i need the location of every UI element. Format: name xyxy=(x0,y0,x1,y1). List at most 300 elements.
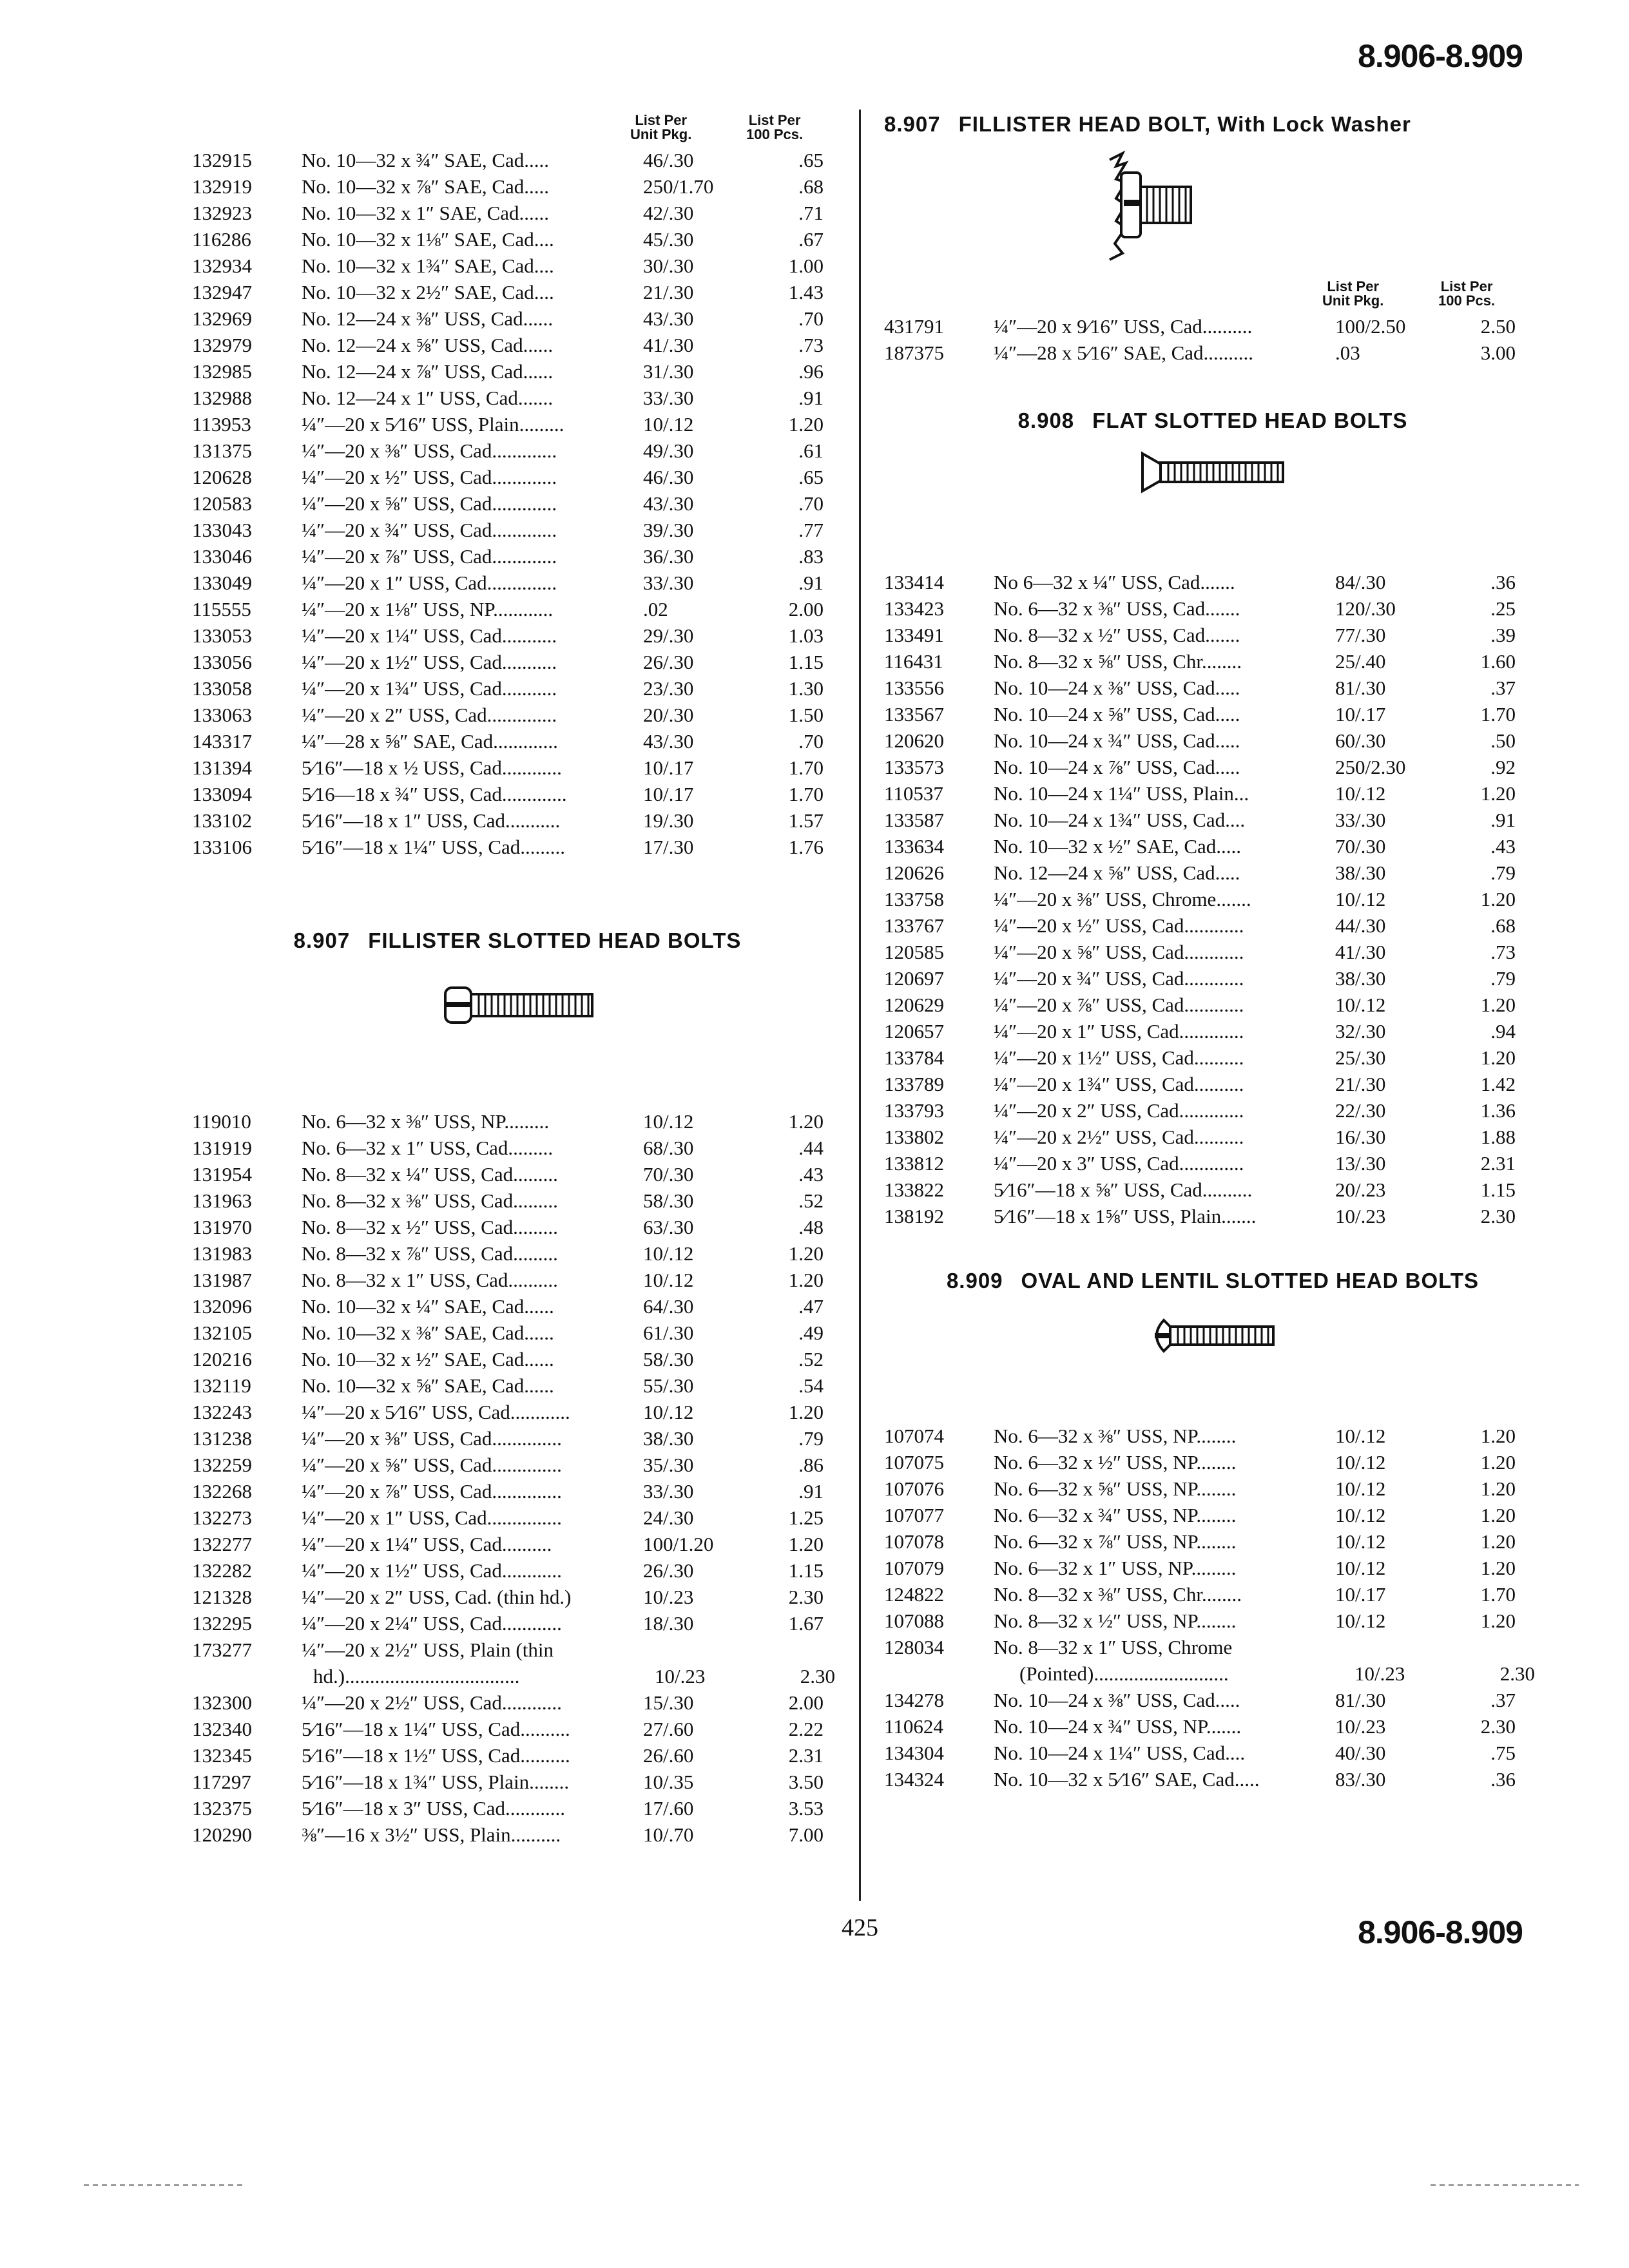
part-number: 138192 xyxy=(884,1205,944,1227)
description: ¼″—20 x ⅞″ USS, Cad............. xyxy=(302,545,557,568)
per-100-price: .43 xyxy=(798,1163,824,1186)
unit-pkg-price: 46/.30 xyxy=(643,466,694,488)
unit-pkg-price: 43/.30 xyxy=(643,492,694,515)
per-100-price: .94 xyxy=(1490,1020,1516,1043)
description: No. 10—24 x 1¼″ USS, Plain... xyxy=(994,782,1249,805)
per-100-price: 1.70 xyxy=(1480,703,1516,726)
per-100-price: 1.70 xyxy=(1480,1583,1516,1606)
part-number: 110624 xyxy=(884,1715,943,1738)
table-row xyxy=(192,543,843,570)
per-100-price: 1.20 xyxy=(1480,1610,1516,1632)
description: ¼″—20 x ⅞″ USS, Cad.............. xyxy=(302,1480,562,1503)
table-row xyxy=(192,173,843,200)
unit-pkg-price: 20/.23 xyxy=(1335,1178,1386,1201)
description: 5⁄16″—18 x 3″ USS, Cad............ xyxy=(302,1797,566,1820)
description: No. 8—32 x 1″ USS, Cad.......... xyxy=(302,1269,558,1291)
per-100-price: 1.00 xyxy=(788,255,824,277)
per-100-price: .70 xyxy=(798,307,824,330)
unit-pkg-price: 44/.30 xyxy=(1335,914,1386,937)
table-row xyxy=(192,437,843,464)
unit-pkg-price: 10/.23 xyxy=(1335,1205,1386,1227)
per-100-price: 1.20 xyxy=(1480,782,1516,805)
unit-pkg-price: 10/.12 xyxy=(1335,1610,1386,1632)
part-number: 133758 xyxy=(884,888,944,910)
part-number: 133063 xyxy=(192,704,252,726)
description: No. 6—32 x ⅜″ USS, Cad....... xyxy=(994,597,1240,620)
table-row: 128034 No. 8—32 x 1″ USS, Chrome (Pointed)........................... 10/.23 2.30 xyxy=(884,1636,1535,1685)
table-row xyxy=(884,807,1541,833)
table-row xyxy=(192,200,843,226)
description: No 6—32 x ¼″ USS, Cad....... xyxy=(994,571,1235,593)
description: No. 10—24 x ⅜″ USS, Cad..... xyxy=(994,1689,1240,1711)
table-row: 173277 ¼″—20 x 2½″ USS, Plain (thin hd.)................................... 10/.23 2.30 xyxy=(192,1639,835,1687)
unit-pkg-price: 33/.30 xyxy=(1335,809,1386,831)
part-number: 133094 xyxy=(192,783,252,805)
table-row xyxy=(192,490,843,517)
unit-pkg-price: 120/.30 xyxy=(1335,597,1396,620)
per-100-price: .52 xyxy=(798,1189,824,1212)
unit-pkg-price: 19/.30 xyxy=(643,809,694,832)
unit-pkg-price: 33/.30 xyxy=(643,387,694,409)
unit-pkg-price: 10/.12 xyxy=(1335,1477,1386,1500)
unit-pkg-price: 10/.12 xyxy=(643,1110,694,1133)
per-100-price: 1.57 xyxy=(788,809,824,832)
description: No. 10—24 x ¾″ USS, Cad..... xyxy=(994,729,1240,752)
part-number: 133802 xyxy=(884,1126,944,1148)
table-lockwasher xyxy=(884,313,1541,366)
part-number: 120585 xyxy=(884,941,944,963)
part-number: 120629 xyxy=(884,994,944,1016)
description: ¼″—20 x ⅞″ USS, Cad............ xyxy=(994,994,1244,1016)
description: ¼″—20 x 1⅛″ USS, NP............ xyxy=(302,598,554,620)
table-row xyxy=(884,648,1541,675)
per-100-price: 1.20 xyxy=(1480,1046,1516,1069)
unit-pkg-price: 15/.30 xyxy=(643,1691,694,1714)
table-row xyxy=(884,754,1541,780)
page-header-code: 8.906-8.909 xyxy=(1358,38,1523,74)
per-100-price: 1.20 xyxy=(788,1533,824,1555)
part-number: 133556 xyxy=(884,677,944,699)
table-row xyxy=(192,1769,843,1795)
table-row xyxy=(192,596,843,622)
per-100-price: .49 xyxy=(798,1321,824,1344)
table-row xyxy=(884,1449,1541,1475)
unit-pkg-price: 25/.30 xyxy=(1335,1046,1386,1069)
per-100-price: .47 xyxy=(798,1295,824,1318)
unit-pkg-price: 64/.30 xyxy=(643,1295,694,1318)
per-100-price: 1.15 xyxy=(788,1559,824,1582)
unit-pkg-price: 39/.30 xyxy=(643,519,694,541)
description: No. 12—24 x ⅝″ USS, Cad..... xyxy=(994,861,1240,884)
description: ¼″—20 x 9⁄16″ USS, Cad.......... xyxy=(994,315,1253,338)
table-row xyxy=(192,1425,843,1452)
unit-pkg-price: 49/.30 xyxy=(643,439,694,462)
per-100-price: .96 xyxy=(798,360,824,383)
unit-pkg-price: 38/.30 xyxy=(1335,967,1386,990)
table-row xyxy=(192,1795,843,1821)
description: No. 10—32 x ⅜″ SAE, Cad...... xyxy=(302,1321,554,1344)
part-number: 143317 xyxy=(192,730,252,753)
section-title-flat: 8.908 FLAT SLOTTED HEAD BOLTS xyxy=(1017,408,1408,432)
unit-pkg-price: 10/.17 xyxy=(1335,703,1386,726)
table-row xyxy=(192,1346,843,1372)
per-100-price: 1.20 xyxy=(1480,1451,1516,1474)
table-row xyxy=(192,464,843,490)
per-100-price: 1.20 xyxy=(788,1110,824,1133)
unit-pkg-price: 10/.23 xyxy=(1335,1715,1386,1738)
part-number: 134278 xyxy=(884,1689,944,1711)
description: No. 6—32 x ½″ USS, NP........ xyxy=(994,1451,1237,1474)
section-title-oval: 8.909 OVAL AND LENTIL SLOTTED HEAD BOLTS xyxy=(946,1269,1480,1293)
table-row xyxy=(884,1018,1541,1044)
description: No. 10—24 x ¾″ USS, NP....... xyxy=(994,1715,1242,1738)
part-number: 133056 xyxy=(192,651,252,673)
table-row xyxy=(884,1177,1541,1203)
part-number: 132119 xyxy=(192,1374,251,1397)
table-row xyxy=(884,939,1541,965)
unit-pkg-price: 61/.30 xyxy=(643,1321,694,1344)
table-row xyxy=(192,1504,843,1531)
description: 5⁄16″—18 x 1½″ USS, Cad.......... xyxy=(302,1744,570,1767)
description: ¼″—20 x ⅜″ USS, Cad............. xyxy=(302,439,557,462)
table-row xyxy=(192,1161,843,1187)
description: No. 8—32 x ¼″ USS, Cad......... xyxy=(302,1163,558,1186)
description: No. 8—32 x ⅜″ USS, Chr........ xyxy=(994,1583,1242,1606)
per-100-price: 1.03 xyxy=(788,624,824,647)
part-number: 134324 xyxy=(884,1768,944,1791)
unit-pkg-price: 33/.30 xyxy=(643,1480,694,1503)
table-row xyxy=(192,305,843,332)
part-number: 131987 xyxy=(192,1269,252,1291)
unit-pkg-price: 17/.30 xyxy=(643,836,694,858)
table-row xyxy=(192,358,843,385)
per-100-price: .75 xyxy=(1490,1742,1516,1764)
description: ¼″—20 x ¾″ USS, Cad............ xyxy=(994,967,1244,990)
part-number: 121328 xyxy=(192,1586,252,1608)
table-row xyxy=(884,992,1541,1018)
per-100-price: .86 xyxy=(798,1454,824,1476)
unit-pkg-price: 10/.12 xyxy=(1335,888,1386,910)
per-100-price: .91 xyxy=(798,572,824,594)
table-row xyxy=(884,1502,1541,1528)
unit-pkg-price: 41/.30 xyxy=(643,334,694,356)
unit-pkg-price: 10/.12 xyxy=(1335,1504,1386,1526)
table-row xyxy=(192,1267,843,1293)
table-row xyxy=(192,1135,843,1161)
per-100-price: .91 xyxy=(798,1480,824,1503)
unit-pkg-price: 77/.30 xyxy=(1335,624,1386,646)
unit-pkg-price: 36/.30 xyxy=(643,545,694,568)
description: No. 8—32 x ⅝″ USS, Chr........ xyxy=(994,650,1242,673)
table-row xyxy=(884,912,1541,939)
unit-pkg-price: 100/1.20 xyxy=(643,1533,714,1555)
description: No. 8—32 x ½″ USS, Cad....... xyxy=(994,624,1240,646)
description: 5⁄16″—18 x 1″ USS, Cad........... xyxy=(302,809,561,832)
unit-pkg-price: 10/.12 xyxy=(1335,1425,1386,1447)
description: ¼″—20 x 1½″ USS, Cad.......... xyxy=(994,1046,1244,1069)
unit-pkg-price: 81/.30 xyxy=(1335,677,1386,699)
description: No. 10—32 x ½″ SAE, Cad...... xyxy=(302,1348,554,1370)
description: ¼″—20 x 1¾″ USS, Cad........... xyxy=(302,677,557,700)
part-number: 132969 xyxy=(192,307,252,330)
table-row xyxy=(192,1742,843,1769)
per-100-price: 2.31 xyxy=(1480,1152,1516,1175)
description: No. 8—32 x ½″ USS, NP........ xyxy=(994,1610,1237,1632)
description: No. 6—32 x ⅝″ USS, NP........ xyxy=(994,1477,1237,1500)
part-number: 120697 xyxy=(884,967,944,990)
description: ¼″—20 x 1¾″ USS, Cad.......... xyxy=(994,1073,1244,1095)
part-number: 133043 xyxy=(192,519,252,541)
per-100-price: 3.53 xyxy=(788,1797,824,1820)
description: No. 10—32 x ¾″ SAE, Cad..... xyxy=(302,149,550,171)
description: ¼″—20 x ⅝″ USS, Cad............ xyxy=(994,941,1244,963)
scan-artifact-left xyxy=(84,2184,245,2186)
table-row xyxy=(192,226,843,253)
unit-pkg-price: 41/.30 xyxy=(1335,941,1386,963)
per-100-price: .37 xyxy=(1490,1689,1516,1711)
unit-pkg-price: 10/.12 xyxy=(643,1401,694,1423)
description: No. 12—24 x ⅞″ USS, Cad...... xyxy=(302,360,554,383)
unit-pkg-price: 43/.30 xyxy=(643,307,694,330)
table-row xyxy=(884,1475,1541,1502)
description: ¼″—20 x 2½″ USS, Cad.......... xyxy=(994,1126,1244,1148)
table-row xyxy=(884,1071,1541,1097)
description: ¼″—20 x 2″ USS, Cad. (thin hd.) xyxy=(302,1586,572,1608)
part-number: 133789 xyxy=(884,1073,944,1095)
description: ⅜″—16 x 3½″ USS, Plain.......... xyxy=(302,1823,561,1846)
unit-pkg-price: 32/.30 xyxy=(1335,1020,1386,1043)
unit-pkg-price: 100/2.50 xyxy=(1335,315,1406,338)
part-number: 133414 xyxy=(884,571,944,593)
description: 5⁄16—18 x ¾″ USS, Cad............. xyxy=(302,783,567,805)
per-100-price: 2.22 xyxy=(788,1718,824,1740)
description: No. 8—32 x ⅜″ USS, Cad......... xyxy=(302,1189,558,1212)
part-number: 134304 xyxy=(884,1742,944,1764)
unit-pkg-price: 22/.30 xyxy=(1335,1099,1386,1122)
table-row xyxy=(884,1766,1541,1792)
table-oval xyxy=(884,1423,1541,1634)
description: ¼″—20 x 2″ USS, Cad............. xyxy=(994,1099,1244,1122)
table-row xyxy=(192,1821,843,1848)
table-row xyxy=(192,702,843,728)
per-100-price: 1.30 xyxy=(788,677,824,700)
per-100-price: 1.70 xyxy=(788,783,824,805)
description: No. 10—24 x ⅞″ USS, Cad..... xyxy=(994,756,1240,778)
description: No. 10—32 x ½″ SAE, Cad..... xyxy=(994,835,1242,858)
description: 5⁄16″—18 x 1⅝″ USS, Plain....... xyxy=(994,1205,1257,1227)
per-100-price: .77 xyxy=(798,519,824,541)
per-100-price: 2.30 xyxy=(1480,1205,1516,1227)
part-number: 132923 xyxy=(192,202,252,224)
per-100-price: .91 xyxy=(1490,809,1516,831)
part-number: 132915 xyxy=(192,149,252,171)
description: No. 10—32 x ⅝″ SAE, Cad...... xyxy=(302,1374,554,1397)
unit-pkg-price: 17/.60 xyxy=(643,1797,694,1820)
right-column xyxy=(884,110,1541,1792)
part-number: 133491 xyxy=(884,624,944,646)
part-number: 120583 xyxy=(192,492,252,515)
per-100-price: .36 xyxy=(1490,1768,1516,1791)
unit-pkg-price: 21/.30 xyxy=(1335,1073,1386,1095)
part-number: 133106 xyxy=(192,836,252,858)
part-number: 133793 xyxy=(884,1099,944,1122)
description: No. 12—24 x ⅜″ USS, Cad...... xyxy=(302,307,554,330)
unit-pkg-price: 10/.17 xyxy=(643,756,694,779)
table-row xyxy=(192,622,843,649)
part-number: 187375 xyxy=(884,341,944,364)
part-number: 131238 xyxy=(192,1427,252,1450)
part-number: 133053 xyxy=(192,624,252,647)
table-row xyxy=(884,1608,1541,1634)
unit-pkg-price: 43/.30 xyxy=(643,730,694,753)
unit-pkg-price: 58/.30 xyxy=(643,1189,694,1212)
column-divider xyxy=(859,110,861,1901)
page-footer-code: 8.906-8.909 xyxy=(1358,1914,1523,1950)
table-row xyxy=(884,1044,1541,1071)
unit-pkg-price: 35/.30 xyxy=(643,1454,694,1476)
description: No. 10—32 x ⅞″ SAE, Cad..... xyxy=(302,175,550,198)
part-number: 133423 xyxy=(884,597,944,620)
description: ¼″—20 x ⅝″ USS, Cad.............. xyxy=(302,1454,562,1476)
per-100-price: 3.50 xyxy=(788,1771,824,1793)
unit-pkg-price: 38/.30 xyxy=(643,1427,694,1450)
unit-pkg-header-right: List Per Unit Pkg. xyxy=(1322,278,1384,309)
part-number: 133767 xyxy=(884,914,944,937)
unit-pkg-price: 29/.30 xyxy=(643,624,694,647)
table-row xyxy=(192,1478,843,1504)
unit-pkg-price: 42/.30 xyxy=(643,202,694,224)
per-100-price: 1.15 xyxy=(788,651,824,673)
table-row xyxy=(192,807,843,834)
unit-pkg-header: List Per Unit Pkg. xyxy=(630,112,692,142)
table-row xyxy=(192,1452,843,1478)
per-100-price: 1.20 xyxy=(1480,994,1516,1016)
description: No. 10—32 x ¼″ SAE, Cad...... xyxy=(302,1295,554,1318)
unit-pkg-price: 30/.30 xyxy=(643,255,694,277)
per-100-price: 1.67 xyxy=(788,1612,824,1635)
part-number: 107088 xyxy=(884,1610,944,1632)
description: ¼″—20 x 3″ USS, Cad............. xyxy=(994,1152,1244,1175)
part-number: 107077 xyxy=(884,1504,944,1526)
part-number: 132345 xyxy=(192,1744,252,1767)
part-number: 107075 xyxy=(884,1451,944,1474)
part-number: 120216 xyxy=(192,1348,252,1370)
per-100-price: .68 xyxy=(1490,914,1516,937)
description: ¼″—20 x 1½″ USS, Cad........... xyxy=(302,651,557,673)
table-row xyxy=(884,595,1541,622)
part-number: 131970 xyxy=(192,1216,252,1238)
table-row xyxy=(884,1203,1541,1229)
per-100-price: 1.88 xyxy=(1480,1126,1516,1148)
description: ¼″—20 x ½″ USS, Cad............. xyxy=(302,466,557,488)
unit-pkg-price: 10/.12 xyxy=(1335,782,1386,805)
part-number: 107079 xyxy=(884,1557,944,1579)
oval-bolt-illustration xyxy=(884,1297,1541,1374)
description: No. 6—32 x 1″ USS, NP......... xyxy=(994,1557,1237,1579)
part-number: 132282 xyxy=(192,1559,252,1582)
unit-pkg-price: 23/.30 xyxy=(643,677,694,700)
part-number: 124822 xyxy=(884,1583,944,1606)
description: No. 10—32 x 1¾″ SAE, Cad.... xyxy=(302,255,554,277)
table-row xyxy=(192,1716,843,1742)
per-100-price: .43 xyxy=(1490,835,1516,858)
table-left-bottom-2 xyxy=(192,1689,843,1848)
unit-pkg-price: 21/.30 xyxy=(643,281,694,303)
unit-pkg-price: 84/.30 xyxy=(1335,571,1386,593)
part-number: 132300 xyxy=(192,1691,252,1714)
per-100-price: .79 xyxy=(1490,967,1516,990)
per-100-price: .92 xyxy=(1490,756,1516,778)
description: 5⁄16″—18 x 1¼″ USS, Cad.......... xyxy=(302,1718,570,1740)
description: ¼″—20 x ¾″ USS, Cad............. xyxy=(302,519,557,541)
description: ¼″—20 x ⅜″ USS, Chrome....... xyxy=(994,888,1251,910)
table-row xyxy=(884,1124,1541,1150)
table-row xyxy=(884,780,1541,807)
per-100-price: 2.00 xyxy=(788,1691,824,1714)
part-number: 120626 xyxy=(884,861,944,884)
table-row xyxy=(192,279,843,305)
description: ¼″—20 x 1″ USS, Cad.............. xyxy=(302,572,557,594)
part-number: 132243 xyxy=(192,1401,252,1423)
column-headers xyxy=(192,110,843,147)
description: No. 10—32 x 5⁄16″ SAE, Cad..... xyxy=(994,1768,1260,1791)
part-number: 131983 xyxy=(192,1242,252,1265)
left-column xyxy=(192,110,843,1848)
part-number: 133046 xyxy=(192,545,252,568)
table-row xyxy=(192,1557,843,1584)
per-100-price: 1.20 xyxy=(788,413,824,436)
per-100-price: 1.25 xyxy=(788,1506,824,1529)
unit-pkg-price: 250/2.30 xyxy=(1335,756,1406,778)
table-row xyxy=(192,1531,843,1557)
description: ¼″—20 x 2¼″ USS, Cad............ xyxy=(302,1612,562,1635)
unit-pkg-price: 10/.35 xyxy=(643,1771,694,1793)
description: ¼″—28 x ⅝″ SAE, Cad............. xyxy=(302,730,558,753)
part-number: 133784 xyxy=(884,1046,944,1069)
per-100-price: 1.42 xyxy=(1480,1073,1516,1095)
part-number: 132268 xyxy=(192,1480,252,1503)
unit-pkg-price: 27/.60 xyxy=(643,1718,694,1740)
table-row xyxy=(192,675,843,702)
table-row xyxy=(884,1740,1541,1766)
description: ¼″—20 x 1½″ USS, Cad............ xyxy=(302,1559,562,1582)
table-row xyxy=(884,313,1541,340)
unit-pkg-price: 24/.30 xyxy=(643,1506,694,1529)
part-number: 431791 xyxy=(884,315,944,338)
description: No. 10—24 x 1¼″ USS, Cad.... xyxy=(994,1742,1246,1764)
description: No. 10—32 x 2½″ SAE, Cad.... xyxy=(302,281,554,303)
per-100-header-right: List Per 100 Pcs. xyxy=(1438,278,1496,309)
part-number: 116431 xyxy=(884,650,943,673)
per-100-price: 2.30 xyxy=(1480,1715,1516,1738)
per-100-price: 1.20 xyxy=(788,1401,824,1423)
unit-pkg-price: 250/1.70 xyxy=(643,175,714,198)
per-100-price: .83 xyxy=(798,545,824,568)
page-number: 425 xyxy=(842,1914,878,1941)
description: ¼″—20 x 5⁄16″ USS, Cad............ xyxy=(302,1401,570,1423)
description: ¼″—28 x 5⁄16″ SAE, Cad.......... xyxy=(994,341,1253,364)
description: No. 8—32 x ½″ USS, Cad......... xyxy=(302,1216,558,1238)
description: ¼″—20 x 1¼″ USS, Cad.......... xyxy=(302,1533,552,1555)
description: No. 8—32 x ⅞″ USS, Cad......... xyxy=(302,1242,558,1265)
table-row xyxy=(192,1108,843,1135)
per-100-price: 1.20 xyxy=(1480,1530,1516,1553)
lockwasher-bolt-illustration xyxy=(884,140,1541,276)
table-row xyxy=(192,754,843,781)
part-number: 119010 xyxy=(192,1110,251,1133)
unit-pkg-price: 16/.30 xyxy=(1335,1126,1386,1148)
description: No. 6—32 x ¾″ USS, NP........ xyxy=(994,1504,1237,1526)
